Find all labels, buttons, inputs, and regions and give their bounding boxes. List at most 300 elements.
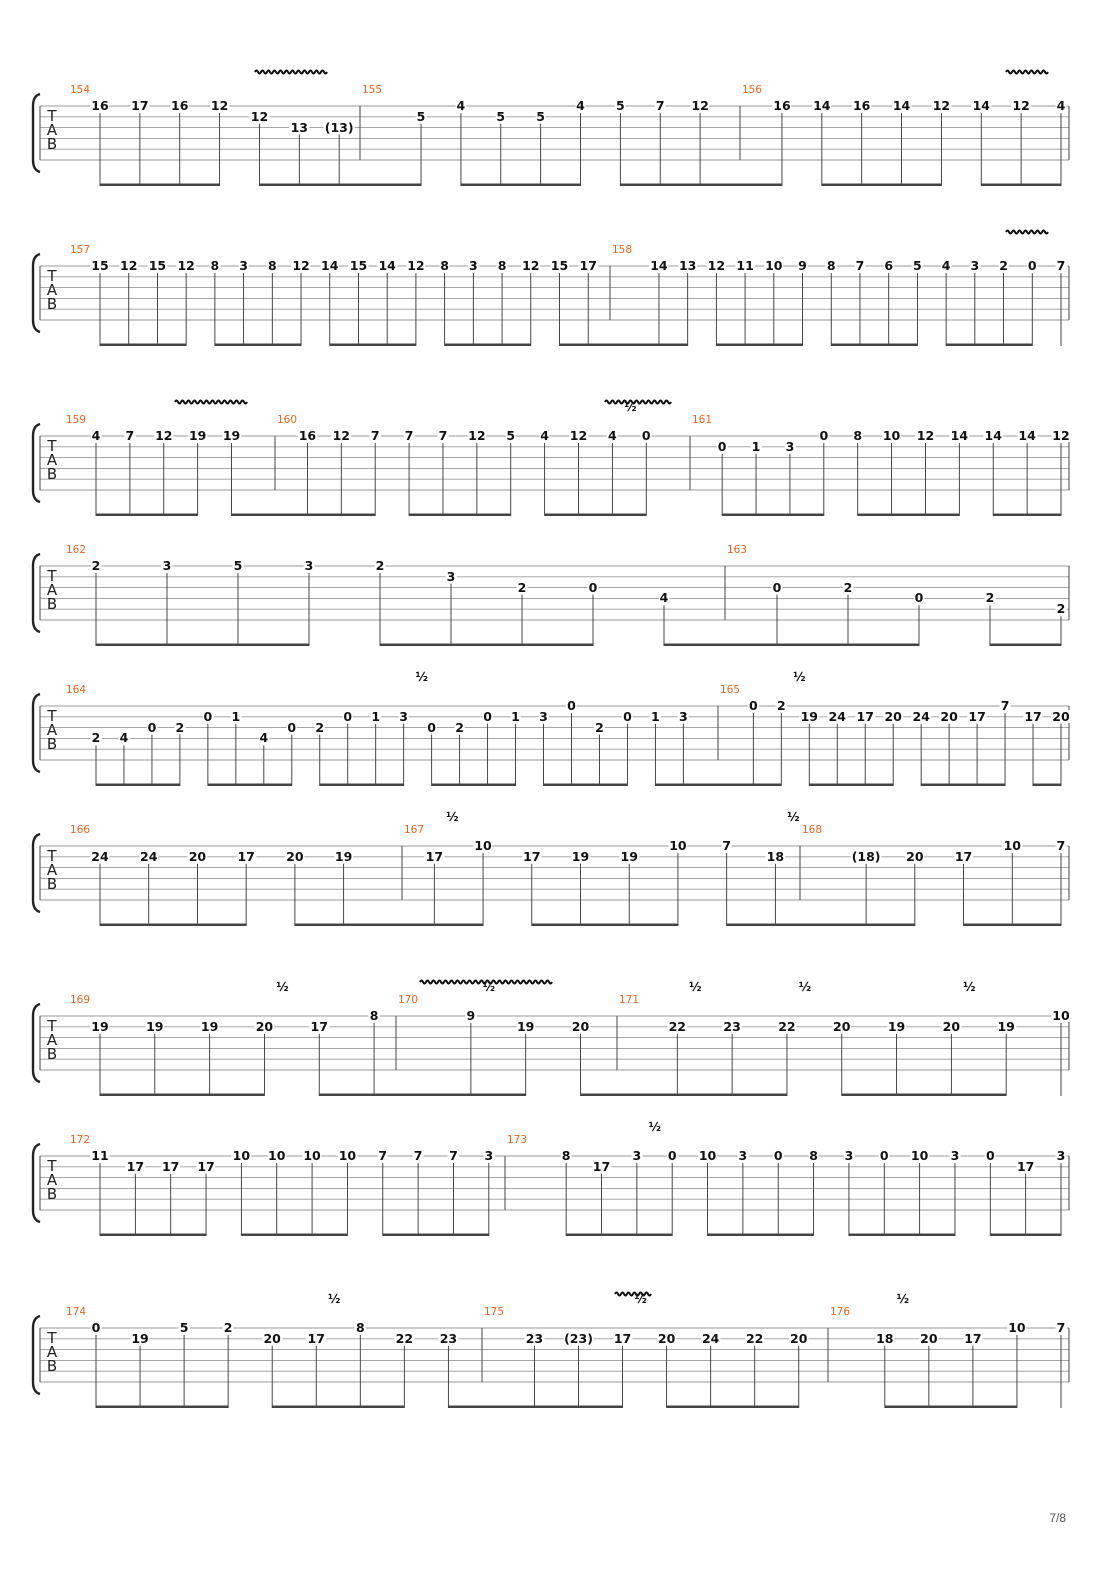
note-beam — [727, 924, 915, 927]
measure-number: 162 — [66, 544, 87, 556]
fret-number: 19 — [516, 1018, 535, 1034]
vibrato-mark — [605, 401, 671, 404]
fret-number: 24 — [912, 708, 930, 724]
tab-clef — [44, 267, 60, 313]
fret-number: 17 — [856, 708, 874, 724]
fret-number: 24 — [140, 848, 158, 864]
note-beam — [295, 924, 483, 927]
fret-number: 0 — [287, 719, 297, 735]
fret-number: 10 — [303, 1148, 321, 1163]
note-beam — [560, 344, 688, 347]
tab-system — [0, 535, 1110, 645]
measure-number: 166 — [70, 824, 91, 836]
fret-number: 8 — [440, 258, 449, 273]
fret-number: 7 — [438, 428, 448, 443]
fret-number: 20 — [920, 1330, 938, 1346]
fret-number: 20 — [188, 848, 207, 864]
fret-number: 12 — [120, 258, 138, 273]
tab-clef-letter: T — [47, 267, 57, 285]
measure-number: 160 — [277, 414, 298, 426]
tab-clef-letter: B — [46, 1045, 58, 1063]
fret-number: 7 — [404, 428, 414, 443]
note-beam — [461, 184, 581, 187]
fret-number: 20 — [940, 708, 958, 724]
fret-number: 17 — [307, 1330, 325, 1346]
fret-number: 0 — [147, 719, 157, 735]
vibrato-mark — [1006, 71, 1048, 74]
fret-number: 7 — [378, 1148, 388, 1163]
fret-number: 7 — [722, 838, 732, 853]
fret-number: 10 — [474, 838, 492, 853]
tab-clef-letter: T — [47, 1157, 57, 1175]
tab-staff — [0, 535, 1110, 645]
fret-number: 8 — [826, 258, 836, 273]
tab-staff — [0, 75, 1110, 185]
fret-number: 5 — [233, 558, 243, 573]
fret-number: 10 — [1008, 1320, 1026, 1335]
fret-number: 7 — [1056, 258, 1066, 273]
tab-system — [0, 1120, 1110, 1235]
fret-number: (13) — [324, 119, 354, 135]
bend-amount: ½ — [798, 980, 812, 994]
note-beam — [445, 344, 531, 347]
fret-number: 19 — [131, 1330, 149, 1346]
fret-number: 19 — [887, 1018, 906, 1034]
tab-system — [0, 670, 1110, 785]
note-beam — [581, 1094, 787, 1097]
fret-number: 7 — [370, 428, 380, 443]
tab-clef-letter: T — [47, 107, 57, 125]
fret-number: 14 — [813, 98, 831, 113]
measure-number: 176 — [830, 1306, 851, 1318]
fret-number: 0 — [717, 438, 727, 454]
tab-clef — [44, 1017, 60, 1063]
fret-number: 17 — [310, 1018, 328, 1034]
fret-number: 0 — [343, 708, 353, 724]
fret-number: 7 — [125, 428, 135, 443]
tab-clef-letter: T — [47, 1017, 57, 1035]
fret-number: 8 — [210, 258, 220, 273]
fret-number: 15 — [148, 258, 167, 273]
tab-clef-letter: B — [46, 135, 58, 153]
measure-number: 165 — [720, 684, 741, 696]
note-beam — [667, 1406, 799, 1409]
note-beam — [96, 644, 309, 647]
fret-number: 3 — [950, 1148, 960, 1163]
fret-number: 8 — [369, 1008, 379, 1023]
staff-bracket — [33, 694, 40, 772]
tab-clef — [44, 1329, 60, 1375]
fret-number: 3 — [738, 1148, 748, 1163]
fret-number: 16 — [852, 98, 871, 113]
fret-number: 2 — [595, 719, 604, 735]
tab-clef — [44, 847, 60, 893]
fret-number: 2 — [91, 558, 101, 573]
note-beam — [809, 784, 893, 787]
tab-clef-letter: T — [47, 437, 57, 455]
fret-number: 5 — [616, 98, 625, 113]
note-beam — [722, 514, 824, 517]
note-beam — [885, 1406, 1017, 1409]
fret-number: 3 — [785, 438, 795, 454]
fret-number: 3 — [679, 708, 688, 724]
tab-clef — [44, 1157, 60, 1203]
bend-amount: ½ — [415, 670, 428, 684]
note-beam — [100, 924, 246, 927]
fret-number: 0 — [773, 1148, 783, 1163]
fret-number: 17 — [579, 258, 597, 273]
fret-number: 2 — [91, 730, 101, 746]
note-beam — [96, 1406, 228, 1409]
fret-number: 16 — [298, 428, 317, 443]
note-beam — [241, 1234, 347, 1237]
fret-number: 17 — [964, 1330, 982, 1346]
note-beam — [432, 784, 516, 787]
note-beam — [849, 1234, 955, 1237]
fret-number: 8 — [853, 428, 863, 443]
tab-clef — [44, 107, 60, 153]
tab-clef-letter: B — [46, 295, 58, 313]
note-beam — [320, 784, 404, 787]
fret-number: 4 — [608, 428, 617, 443]
fret-number: 17 — [161, 1158, 180, 1174]
fret-number: 18 — [876, 1330, 894, 1346]
fret-number: 2 — [455, 719, 464, 735]
tab-clef-letter: A — [46, 1343, 58, 1361]
note-beam — [532, 924, 678, 927]
note-beam — [858, 514, 960, 517]
fret-number: 15 — [550, 258, 569, 273]
tab-staff — [0, 1125, 1110, 1235]
fret-number: 3 — [446, 568, 456, 584]
fret-number: 20 — [833, 1018, 851, 1034]
tab-clef-letter: T — [47, 1329, 57, 1347]
tab-staff — [0, 815, 1110, 925]
fret-number: 20 — [263, 1330, 281, 1346]
fret-number: 3 — [162, 558, 172, 573]
bend-amount: ½ — [896, 1292, 910, 1306]
fret-number: 14 — [321, 258, 339, 273]
tab-clef — [44, 437, 60, 483]
bend-amount: ½ — [689, 980, 702, 994]
fret-number: 0 — [588, 579, 598, 595]
fret-number: 14 — [1018, 428, 1036, 443]
fret-number: 2 — [375, 558, 385, 573]
fret-number: 3 — [304, 558, 314, 573]
tab-clef-letter: A — [46, 451, 58, 469]
fret-number: 4 — [941, 258, 951, 273]
fret-number: 14 — [650, 258, 668, 273]
fret-number: 7 — [655, 98, 665, 113]
tab-clef-letter: B — [46, 1357, 58, 1375]
note-beam — [380, 644, 593, 647]
note-beam — [990, 1234, 1061, 1237]
fret-number: 5 — [496, 108, 506, 124]
fret-number: 20 — [790, 1330, 808, 1346]
tab-clef-letter: T — [47, 847, 57, 865]
fret-number: 2 — [776, 698, 786, 713]
fret-number: 12 — [916, 428, 935, 443]
fret-number: 2 — [223, 1320, 233, 1335]
tab-clef-letter: A — [46, 721, 58, 739]
fret-number: 7 — [1000, 698, 1010, 713]
fret-number: 14 — [984, 428, 1002, 443]
note-beam — [1033, 784, 1061, 787]
fret-number: 20 — [286, 848, 304, 864]
fret-number: 19 — [800, 708, 818, 724]
page-number: 7/8 — [1049, 1511, 1066, 1525]
bend-amount: ½ — [482, 980, 496, 994]
fret-number: 8 — [355, 1320, 365, 1335]
fret-number: 12 — [707, 258, 726, 273]
fret-number: 10 — [669, 838, 687, 853]
note-beam — [545, 514, 647, 517]
fret-number: 3 — [239, 258, 248, 273]
bend-amount: ½ — [648, 1120, 662, 1134]
note-beam — [566, 1234, 672, 1237]
fret-number: 20 — [1052, 708, 1070, 724]
fret-number: 8 — [497, 258, 507, 273]
tab-clef-letter: A — [46, 861, 58, 879]
fret-number: 19 — [997, 1018, 1015, 1034]
fret-number: 19 — [200, 1018, 219, 1034]
fret-number: 4 — [659, 590, 669, 606]
staff-bracket — [33, 1144, 40, 1222]
fret-number: 4 — [540, 428, 549, 443]
fret-number: 12 — [1012, 98, 1030, 113]
fret-number: 20 — [255, 1018, 274, 1034]
fret-number: 12 — [407, 258, 425, 273]
fret-number: 22 — [395, 1330, 414, 1346]
fret-number: 12 — [292, 258, 310, 273]
measure-number: 157 — [70, 244, 91, 256]
measure-number: 159 — [66, 414, 87, 426]
note-beam — [100, 1094, 264, 1097]
bend-amount: ½ — [624, 400, 637, 414]
tab-clef — [44, 707, 60, 753]
measure-number: 164 — [66, 684, 87, 696]
fret-number: 3 — [1056, 1148, 1066, 1163]
fret-number: 0 — [1027, 258, 1037, 273]
tab-clef-letter: A — [46, 581, 58, 599]
fret-number: 10 — [698, 1148, 717, 1163]
fret-number: 12 — [569, 428, 588, 443]
fret-number: 16 — [91, 98, 109, 113]
measure-number: 158 — [612, 244, 633, 256]
fret-number: 15 — [91, 258, 109, 273]
staff-bracket — [33, 424, 40, 502]
note-beam — [330, 344, 416, 347]
fret-number: 10 — [268, 1148, 286, 1163]
tab-clef-letter: B — [46, 735, 58, 753]
fret-number: (18) — [851, 848, 881, 864]
fret-number: 6 — [884, 258, 894, 273]
fret-number: 5 — [506, 428, 516, 443]
fret-number: (23) — [564, 1330, 593, 1346]
fret-number: 17 — [613, 1330, 632, 1346]
fret-number: 22 — [668, 1018, 687, 1034]
fret-number: 15 — [349, 258, 368, 273]
fret-number: 10 — [765, 258, 783, 273]
measure-number: 173 — [507, 1134, 528, 1146]
fret-number: 19 — [620, 848, 638, 864]
fret-number: 7 — [1056, 1320, 1066, 1335]
fret-number: 10 — [232, 1148, 251, 1163]
fret-number: 7 — [449, 1148, 458, 1163]
fret-number: 17 — [968, 708, 986, 724]
fret-number: 2 — [999, 258, 1008, 273]
fret-number: 2 — [843, 579, 853, 595]
fret-number: 3 — [632, 1148, 642, 1163]
note-beam — [272, 1406, 404, 1409]
bend-amount: ½ — [634, 1292, 647, 1306]
fret-number: 2 — [315, 719, 325, 735]
fret-number: 0 — [914, 590, 924, 606]
note-beam — [208, 784, 292, 787]
fret-number: 10 — [1052, 1008, 1070, 1023]
staff-bracket — [33, 834, 40, 912]
fret-number: 0 — [567, 698, 576, 713]
tab-staff — [0, 405, 1110, 515]
measure-number: 161 — [692, 414, 713, 426]
note-beam — [981, 184, 1061, 187]
fret-number: 2 — [985, 590, 995, 606]
measure-number: 169 — [70, 994, 91, 1006]
fret-number: 2 — [1056, 601, 1066, 617]
measure-number: 175 — [484, 1306, 505, 1318]
tab-clef-letter: A — [46, 121, 58, 139]
note-beam — [409, 514, 511, 517]
note-beam — [259, 184, 421, 187]
fret-number: 17 — [954, 848, 973, 864]
staff-bracket — [33, 554, 40, 632]
bend-amount: ½ — [446, 810, 459, 824]
measure-number: 163 — [727, 544, 748, 556]
fret-number: 22 — [745, 1330, 764, 1346]
tab-clef-letter: B — [46, 875, 58, 893]
fret-number: 0 — [483, 708, 492, 724]
vibrato-mark — [255, 71, 327, 74]
fret-number: 20 — [571, 1018, 590, 1034]
note-beam — [100, 184, 220, 187]
fret-number: 0 — [641, 428, 651, 443]
fret-number: 0 — [427, 719, 436, 735]
fret-number: 4 — [119, 730, 129, 746]
fret-number: 17 — [126, 1158, 145, 1174]
fret-number: 24 — [701, 1330, 720, 1346]
fret-number: 19 — [91, 1018, 109, 1034]
vibrato-mark — [175, 401, 247, 404]
fret-number: 0 — [985, 1148, 995, 1163]
note-beam — [96, 784, 180, 787]
fret-number: 1 — [231, 708, 241, 724]
note-beam — [831, 344, 917, 347]
fret-number: 7 — [855, 258, 865, 273]
fret-number: 13 — [678, 258, 697, 273]
note-beam — [716, 344, 802, 347]
fret-number: 4 — [259, 730, 269, 746]
fret-number: 10 — [338, 1148, 357, 1163]
measure-number: 154 — [70, 84, 91, 96]
fret-number: 8 — [561, 1148, 571, 1163]
fret-number: 17 — [131, 98, 149, 113]
fret-number: 9 — [798, 258, 807, 273]
tab-staff — [0, 1297, 1110, 1407]
fret-number: 10 — [910, 1148, 929, 1163]
note-beam — [921, 784, 1005, 787]
fret-number: 24 — [828, 708, 846, 724]
measure-number: 172 — [70, 1134, 91, 1146]
fret-number: 23 — [525, 1330, 544, 1346]
fret-number: 3 — [399, 708, 409, 724]
measure-number: 170 — [398, 994, 419, 1006]
fret-number: 22 — [778, 1018, 796, 1034]
fret-number: 20 — [657, 1330, 676, 1346]
measure-number: 155 — [362, 84, 383, 96]
fret-number: 5 — [416, 108, 426, 124]
fret-number: 7 — [1056, 838, 1066, 853]
fret-number: 17 — [237, 848, 255, 864]
tab-staff — [0, 675, 1110, 785]
fret-number: 5 — [536, 108, 545, 124]
fret-number: 0 — [623, 708, 632, 724]
tab-system — [0, 75, 1110, 185]
fret-number: 0 — [879, 1148, 889, 1163]
fret-number: 17 — [1016, 1158, 1035, 1174]
fret-number: 16 — [171, 98, 189, 113]
fret-number: 5 — [179, 1320, 189, 1335]
fret-number: 19 — [334, 848, 353, 864]
tab-clef-letter: T — [47, 567, 57, 585]
bend-amount: ½ — [963, 980, 976, 994]
fret-number: 18 — [766, 848, 785, 864]
note-beam — [319, 1094, 525, 1097]
note-beam — [100, 344, 186, 347]
fret-number: 12 — [250, 108, 269, 124]
bend-amount: ½ — [276, 980, 289, 994]
fret-number: 12 — [932, 98, 951, 113]
tab-clef-letter: B — [46, 1185, 58, 1203]
bend-amount: ½ — [793, 670, 806, 684]
fret-number: 4 — [91, 428, 101, 443]
bend-amount: ½ — [328, 1292, 341, 1306]
fret-number: 0 — [748, 698, 758, 713]
fret-number: 17 — [197, 1158, 215, 1174]
note-beam — [842, 1094, 1006, 1097]
note-beam — [232, 514, 376, 517]
fret-number: 3 — [484, 1148, 494, 1163]
fret-number: 0 — [772, 579, 782, 595]
fret-number: 5 — [913, 258, 922, 273]
tab-clef-letter: A — [46, 1031, 58, 1049]
fret-number: 17 — [592, 1158, 611, 1174]
fret-number: 1 — [751, 438, 761, 454]
note-beam — [822, 184, 942, 187]
staff-bracket — [33, 94, 40, 172]
fret-number: 14 — [972, 98, 990, 113]
note-beam — [544, 784, 628, 787]
tab-clef — [44, 567, 60, 613]
fret-number: 12 — [468, 428, 486, 443]
note-beam — [448, 1406, 622, 1409]
fret-number: 0 — [203, 708, 213, 724]
fret-number: 23 — [723, 1018, 741, 1034]
note-beam — [946, 344, 1032, 347]
fret-number: 17 — [425, 848, 444, 864]
fret-number: 23 — [439, 1330, 458, 1346]
fret-number: 9 — [466, 1008, 476, 1023]
fret-number: 20 — [906, 848, 924, 864]
